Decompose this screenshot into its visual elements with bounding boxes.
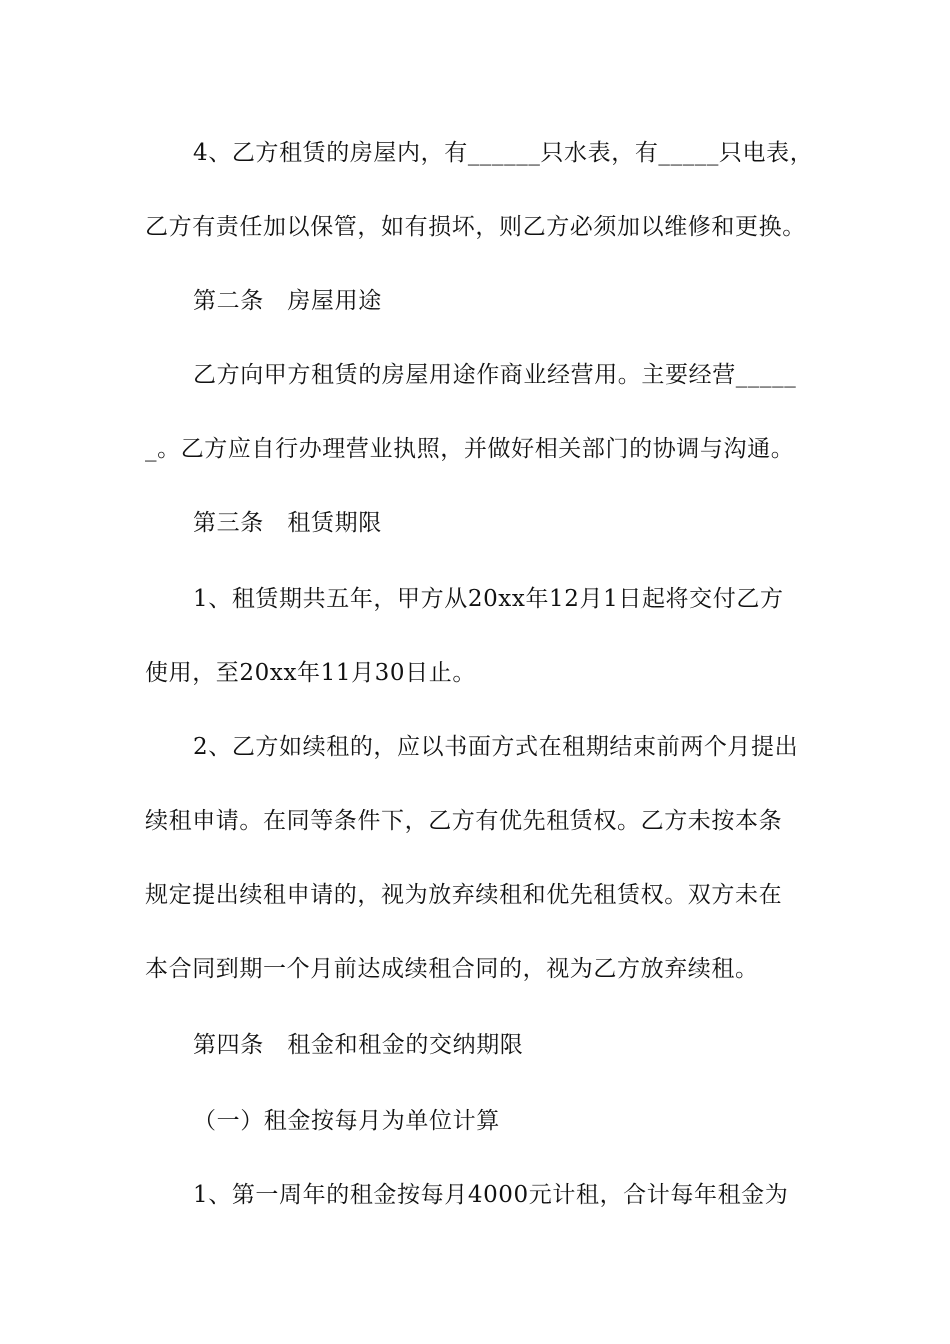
section-heading-2: 第二条 房屋用途 [193, 288, 382, 314]
paragraph-line-11: 1、第一周年的租金按每月4000元计租，合计每年租金为 [193, 1182, 789, 1208]
paragraph-line-1: 4、乙方租赁的房屋内，有______只水表，有_____只电表， [193, 140, 814, 166]
paragraph-line-4: _。乙方应自行办理营业执照，并做好相关部门的协调与沟通。 [145, 436, 795, 462]
subsection-heading-1: （一）租金按每月为单位计算 [193, 1108, 500, 1134]
paragraph-line-7: 2、乙方如续租的，应以书面方式在租期结束前两个月提出 [193, 734, 799, 760]
paragraph-line-2: 乙方有责任加以保管，如有损坏，则乙方必须加以维修和更换。 [145, 214, 806, 240]
paragraph-line-3: 乙方向甲方租赁的房屋用途作商业经营用。主要经营_____ [193, 362, 797, 388]
section-heading-4: 第四条 租金和租金的交纳期限 [193, 1032, 524, 1058]
paragraph-line-9: 规定提出续租申请的，视为放弃续租和优先租赁权。双方未在 [145, 882, 783, 908]
paragraph-line-5: 1、租赁期共五年，甲方从20xx年12月1日起将交付乙方 [193, 586, 784, 612]
paragraph-line-8: 续租申请。在同等条件下，乙方有优先租赁权。乙方未按本条 [145, 808, 783, 834]
paragraph-line-6: 使用，至20xx年11月30日止。 [145, 660, 476, 686]
paragraph-line-10: 本合同到期一个月前达成续租合同的，视为乙方放弃续租。 [145, 956, 759, 982]
section-heading-3: 第三条 租赁期限 [193, 510, 382, 536]
